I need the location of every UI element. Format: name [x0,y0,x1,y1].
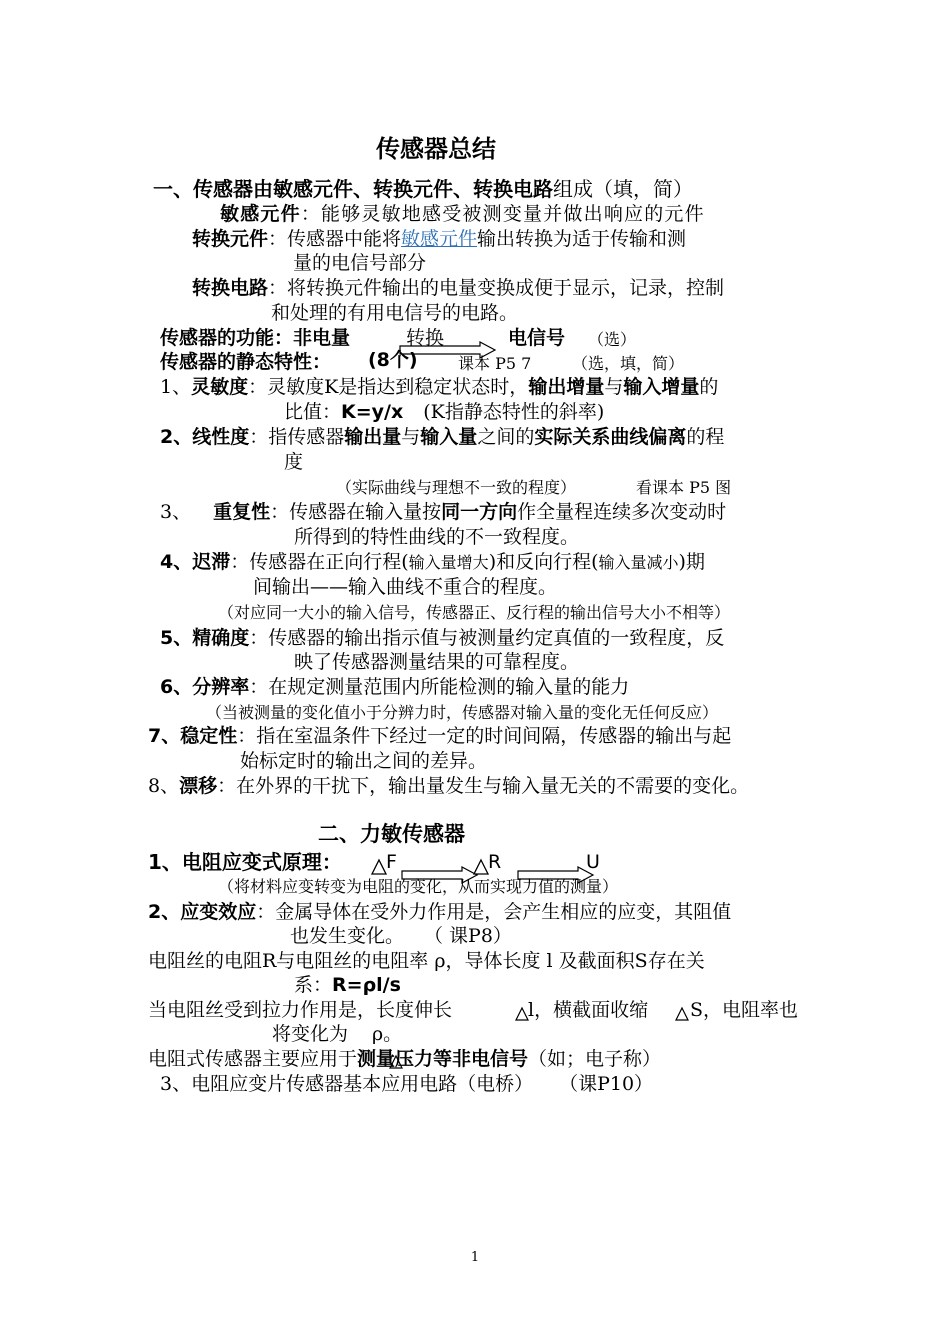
item-stability: 7、稳定性：指在室温条件下经过一定的时间间隔，传感器的输出与起 [148,725,732,747]
item-sensitivity-line2: 比值：K=y/x (K指静态特性的斜率) [284,401,605,423]
sensitive-element-line [220,202,705,226]
page-title: 传感器总结 [376,135,496,163]
item-sensitivity: 1、灵敏度：灵敏度K是指达到稳定状态时，输出增量与输入增量的 [160,376,719,398]
convert-text: ：传感器中能将 [268,228,402,250]
static-ref: 课本 P5 7 [458,354,532,373]
sensitive-element-link[interactable]: 敏感元件 [401,228,478,250]
static-count-text: (8个) [368,349,418,371]
item-accuracy: 5、精确度：传感器的输出指示值与被测量约定真值的一致程度，反 [160,627,725,649]
repeatability-label: 重复性 [213,501,271,523]
sensitive-label: 敏感元件 [220,203,301,225]
principle-note: （将材料应变转变为电阻的变化，从而实现力值的测量） [218,877,619,896]
bridge-line: 3、电阻应变片传感器基本应用电路（电桥） （课P10） [160,1073,654,1095]
convert-circuit-line [192,276,724,300]
function-end [508,326,565,350]
convert-element-line2: 量的电信号部分 [293,252,427,274]
item-linearity-note: （实际曲线与理想不一致的程度） [336,478,577,497]
convert-circuit-line2: 和处理的有用电信号的电路。 [271,302,519,324]
function-line [160,326,350,350]
principle-r: R [488,851,502,873]
convert-label: 转换元件 [192,228,269,250]
strain-effect-line: 2、应变效应：金属导体在受外力作用是，会产生相应的应变，其阻值 [148,901,732,923]
item-hysteresis-note: （对应同一大小的输入信号，传感器正、反行程的输出信号大小不相等） [218,603,731,622]
resistance-formula: R=ρl/s [332,974,401,996]
convert-text-cont: 输出转换为适于传输和测 [477,228,687,250]
function-convert: 转换 [406,327,445,349]
principle-line [148,850,342,874]
static-line [160,350,331,374]
page-number: 1 [470,1250,480,1265]
hysteresis-label: 迟滞 [192,551,231,573]
tension-line: 当电阻丝受到拉力作用是，长度伸长 [148,999,453,1021]
item-repeatability: 3、 重复性：传感器在输入量按同一方向作全量程连续多次变动时 [160,501,727,523]
circuit-label: 转换电路 [192,277,269,299]
item-stability-line2: 始标定时的输出之间的差异。 [240,750,488,772]
sensitivity-formula: K=y/x [341,401,404,423]
heading-note: 组成（填，简） [553,177,693,201]
item-linearity-line2: 度 [284,451,304,473]
strain-effect-label: 2、应变效应 [148,901,257,923]
sensitive-text: ：能够灵敏地感受被测变量并做出响应的元件 [300,203,705,225]
linearity-label: 线性度 [192,426,250,448]
item-repeatability-line2: 所得到的特性曲线的不一致程度。 [294,526,580,548]
resistance-line: 电阻丝的电阻R与电阻丝的电阻率 ρ，导体长度 l 及截面积S存在关 [148,950,705,972]
circuit-text: ：将转换元件输出的电量变换成便于显示，记录，控制 [268,277,725,299]
principle-label: 1、电阻应变式原理： [148,850,342,874]
item-hysteresis-line2: 间输出——输入曲线不重合的程度。 [253,576,558,598]
item-linearity-ref: 看课本 P5 图 [636,478,732,497]
section1-heading [153,177,693,201]
static-count [368,348,418,372]
strain-effect-line2: 也发生变化。 （ 课P8） [290,925,512,947]
convert-element-line [192,227,686,251]
tension-line-b: l，横截面收缩 [528,999,649,1021]
stability-label: 稳定性 [180,725,238,747]
heading-components: 敏感元件、转换元件、转换电路 [273,177,553,201]
resistance-formula-line: 系：R=ρl/s [294,974,401,996]
delta-icon [388,1054,404,1070]
sensitivity-label: 灵敏度 [191,376,249,398]
function-end-text: 电信号 [508,327,566,349]
drift-label: 漂移 [179,775,218,797]
delta-icon [674,1006,690,1022]
item-drift: 8、漂移：在外界的干扰下，输出量发生与输入量无关的不需要的变化。 [148,775,750,797]
static-note: （选，填，简） [572,354,685,373]
item-linearity: 2、线性度：指传感器输出量与输入量之间的实际关系曲线偏离的程 [160,426,725,448]
function-label: 传感器的功能：非电量 [160,327,351,349]
static-label: 传感器的静态特性： [160,351,332,373]
tension-line-c: S，电阻率也 [690,999,799,1021]
tension-line2: 将变化为 ρ。 [272,1023,403,1045]
resolution-label: 分辨率 [192,676,250,698]
section2-heading: 二、力敏传感器 [318,822,465,846]
principle-f: F [386,851,397,873]
heading-part: 一、传感器由 [153,177,273,201]
principle-u: U [586,851,600,873]
item-resolution-note: （当被测量的变化值小于分辨力时，传感器对输入量的变化无任何反应） [206,703,719,722]
item-accuracy-line2: 映了传感器测量结果的可靠程度。 [294,651,580,673]
item-hysteresis: 4、迟滞：传感器在正向行程(输入量增大)和反向行程(输入量减小)期 [160,551,705,573]
application-line: 电阻式传感器主要应用于测量压力等非电信号（如；电子称） [148,1048,662,1070]
function-note: （选） [588,330,637,349]
item-resolution: 6、分辨率：在规定测量范围内所能检测的输入量的能力 [160,676,630,698]
accuracy-label: 精确度 [192,627,250,649]
